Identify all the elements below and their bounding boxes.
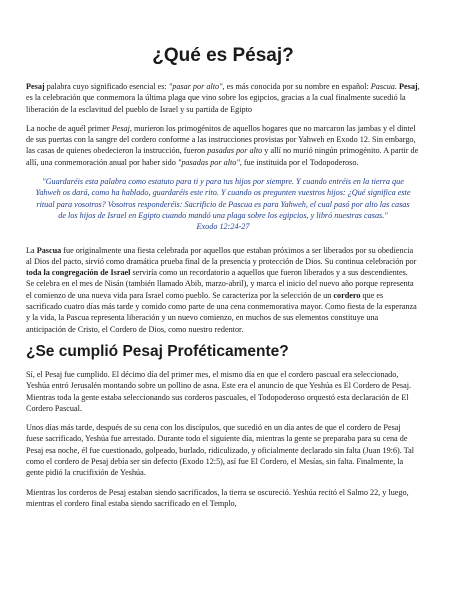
- night-paragraph: [26, 123, 420, 168]
- section-heading: ¿Se cumplió Pesaj Proféticamente?: [26, 342, 289, 360]
- text-span: y allí no murió ningún primogénito. A partir de allí, una conmemoración anual por haber sido: [26, 146, 419, 167]
- sacrifice-paragraph: Mientras los corderos de Pesaj estaban siendo sacrificados, la tierra se oscureció. Yeshúa recitó el Salmo 22, y luego, mientras el cordero final estaba siendo sacrificado en el Templo,: [26, 487, 409, 508]
- text-span: , fue instituida por el Todopoderoso.: [239, 157, 359, 167]
- text-span: fue originalmente una fiesta celebrada por aquellos que estaban próximos a ser liberados por su obediencia al Dios del pacto, sirvió como dramática prueba final de la presencia y protección de Dios. Su continua celebración por: [26, 245, 417, 266]
- fulfillment-paragraph: Sí, el Pesaj fue cumplido. El décimo día del primer mes, el mismo día en que el cordero pascual era seleccionado, Yeshúa entró Jerusalén montando sobre un pollino de asna. Este era el anuncio de que Yeshúa es El Cordero de Pesaj. Mientras toda la gente estaba seleccionando sus corderos pascuales, el Todopoderoso orquestó esta declaración de El Cordero Pascual.: [26, 369, 412, 413]
- intro-paragraph: [26, 81, 420, 115]
- italic-span: "pasar por alto": [168, 82, 223, 91]
- text-span: La noche de aquél primer: [26, 123, 112, 133]
- text-span: , es la celebración que conmemora la última plaga que vino sobre los egipcios, gracias a la cual finalmente sucedió la liberación de la esclavitud del pueblo de Israel y su partida de Egipto: [26, 82, 420, 114]
- text-span: , murieron los primogénitos de aquellos hogares que no marcaron las jambas y el dintel de sus puertas con la sangre del cordero conforme a las instrucciones provistas por Yahweh en Exodo 12. Sin embargo, las casas de quienes obedecieron la instrucción, fueron: [26, 123, 416, 156]
- italic-span: pasadas por alto: [207, 146, 263, 156]
- arrest-paragraph: Unos días más tarde, después de su cena con los discípulos, que sucedió en un día antes de que el cordero de Pesaj fuese sacrificado, Yeshúa fue arrestado. Durante todo el siguiente día, mientras la gente se preparaba para su cena de Pesaj esa noche, él fue cuestionado, golpeado, burlado, ridiculizado, y oficialmente declarado sin falta (Juan 19:6). Tal como el cordero de Pesaj debía ser sin defecto (Exodo 12:5), así fue El Cordero, el Mesías, sin falta. Finalmente, la gente pidió la crucifixión de Yeshúa.: [26, 423, 415, 478]
- text-span: , es más conocida por su nombre en español:: [222, 82, 371, 91]
- pascua-paragraph: [26, 245, 420, 335]
- italic-span: Pascua.: [370, 82, 399, 91]
- term-pascua: Pascua: [36, 245, 62, 255]
- page-title: ¿Qué es Pésaj?: [152, 45, 294, 66]
- text-span: palabra cuyo significado esencial es:: [44, 82, 169, 91]
- italic-span: "pasadas por alto": [177, 157, 240, 167]
- text-span: que es sacrificado cuatro días más tarde y comido como parte de una cena conmemorativa mayor. Como fiesta de la esperanza y la vida, la Pascua representa liberación y un nuevo comienzo, en muchos de sus elementos constituye una anticipación de Cristo, el Cordero de Dios, como nuestro redentor.: [26, 290, 417, 334]
- text-span: Se celebra en el mes de Nisán (también llamado Abib, marzo-abril), y marca el inicio del nuevo año porque representa el comienzo de una nueva vida para Israel como pueblo. Se caracteriza por la selección de un: [26, 279, 414, 300]
- text-span: La: [26, 245, 37, 255]
- scripture-quote: [34, 176, 412, 232]
- bold-span: toda la congregación de Israel: [26, 268, 131, 278]
- italic-span: Pesaj: [111, 123, 130, 133]
- term-pesaj: Pesaj: [26, 82, 45, 91]
- term-pesaj: Pesaj: [399, 82, 418, 91]
- term-cordero: cordero: [333, 290, 361, 300]
- quote-reference: Exodo 12:24-27: [196, 222, 250, 232]
- quote-text: "Guardaréis esta palabra como estatuto para ti y para tus hijos por siempre. Y cuando entréis en la tierra que Yahweh os dará, como ha hablado, guardaréis este rito. Y cuando os pregunten vuestros hijos: ¿Qué significa este ritual para vosotros? Vosotros responderéis: Sacrificio de Pascua es para Yahweh, el cual pasó por alto las casas de los hijos de Israel en Egipto cuando mandó una plaga sobre los egipcios, y libró nuestras casas.": [35, 177, 411, 220]
- text-span: serviría como un recordatorio a aquellos que fueron liberados y a sus descendientes.: [130, 268, 408, 278]
